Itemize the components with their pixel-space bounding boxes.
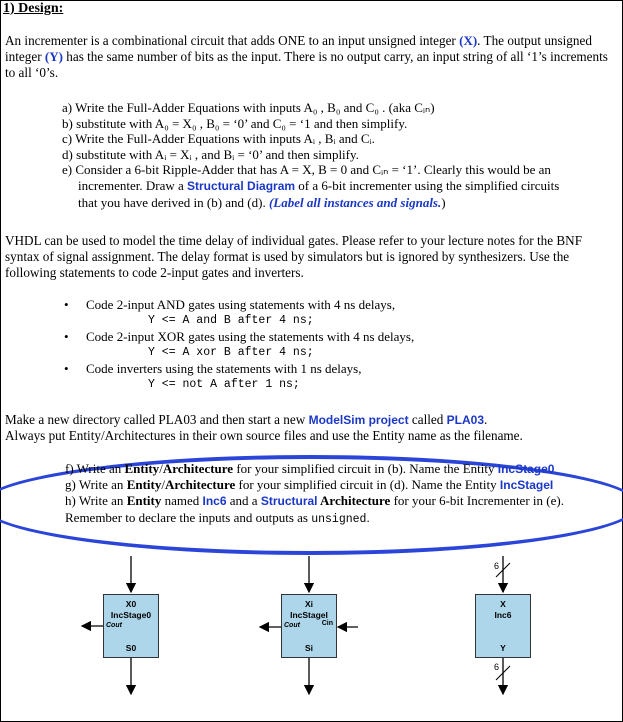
task-h: h) Write an Entity named Inc6 and a Structural Architecture for your 6-bit Incrementer in (e).	[65, 493, 564, 509]
block-name: IncStageI	[290, 610, 328, 620]
port-xi: Xi	[304, 599, 314, 609]
port-x0: X0	[125, 599, 137, 609]
structural-diagram-term: Structural Diagram	[187, 178, 296, 193]
x-bus-width: 6	[494, 561, 500, 571]
gate-item-xor: • Code 2-input XOR gates using the statements with 4 ns delays,	[64, 329, 415, 344]
y-ref: (Y)	[44, 49, 63, 64]
incstage0-block	[103, 594, 159, 658]
inc6-name: Inc6	[202, 494, 227, 509]
port-y: Y	[500, 643, 506, 653]
incstagei-name: IncStageI	[499, 478, 554, 493]
code-and: Y <= A and B after 4 ns;	[148, 314, 314, 327]
task-a: a) Write the Full-Adder Equations with inputs A₀ , B₀ and C₀ . (aka Cᵢₙ)	[62, 100, 435, 115]
code-not: Y <= not A after 1 ns;	[148, 378, 300, 391]
vhdl-intro: VHDL can be used to model the time delay of individual gates. Please refer to your lecture notes for the BNF syntax of signal assignment. The delay format is used by simulators but is ignored by synthesizers. Use the following statements to code 2-input gates and inverters.	[5, 233, 583, 280]
task-remember: Remember to declare the inputs and outputs as unsigned.	[65, 509, 370, 526]
port-cin: Cin	[321, 620, 333, 627]
task-e-cont: incrementer. Draw a Structural Diagram of a 6-bit incrementer using the simplified circuits	[78, 177, 560, 193]
intro-text: An incrementer is a combinational circuit that adds ONE to an input unsigned integer	[5, 33, 460, 48]
intro-text: has the same number of bits as the input. There is no output carry, an input string of all ‘1’s increments to all ‘0’s.	[5, 49, 608, 80]
port-s0: S0	[125, 643, 137, 653]
port-cout: Cout	[106, 622, 122, 629]
incstagei-block	[281, 594, 337, 658]
code-xor: Y <= A xor B after 4 ns;	[148, 346, 314, 359]
port-cout: Cout	[284, 622, 300, 629]
incstage0-name: IncStage0	[497, 462, 555, 476]
inc6-block	[475, 594, 531, 658]
task-c: c) Write the Full-Adder Equations with inputs Aᵢ , Bᵢ and Cᵢ.	[62, 131, 375, 147]
port-x: X	[500, 599, 506, 609]
task-e-cont2: that you have derived in (b) and (d). (Label all instances and signals.)	[78, 194, 446, 210]
project-instructions: Make a new directory called PLA03 and then start a new ModelSim project called PLA03. Always put Entity/Architectures in their own source files and use the Entity name as the filename.	[5, 412, 523, 443]
gate-item-and: • Code 2-input AND gates using statements with 4 ns delays,	[64, 297, 396, 312]
task-e: e) Consider a 6-bit Ripple-Adder that has A = X, B = 0 and Cᵢₙ = ‘1’. Clearly this would be an	[62, 162, 551, 178]
intro-text: . The output unsigned integer	[5, 33, 592, 64]
label-instruction: (Label all instances and signals.	[268, 194, 442, 210]
task-g: g) Write an Entity/Architecture for your simplified circuit in (d). Name the Entity IncStageI	[65, 477, 554, 493]
task-f: f) Write an Entity/Architecture for your simplified circuit in (b). Name the Entity IncStage0	[65, 461, 555, 476]
port-si: Si	[304, 643, 314, 653]
page-title: 1) Design:	[3, 1, 64, 16]
task-b: b) substitute with A₀ = X₀ , B₀ = ‘0’ and C₀ = ‘1 and then simplify.	[62, 115, 408, 131]
structural-term: Structural	[260, 494, 318, 509]
modelsim-term: ModelSim project	[308, 413, 409, 427]
x-ref: (X)	[459, 33, 478, 48]
project-name: PLA03	[446, 413, 485, 427]
gate-item-not: • Code inverters using the statements with 1 ns delays,	[64, 361, 362, 376]
block-name: IncStage0	[110, 610, 152, 620]
task-d: d) substitute with Aᵢ = Xᵢ , and Bᵢ = ‘0’ and then simplify.	[62, 146, 359, 162]
block-name: Inc6	[494, 610, 512, 620]
y-bus-width: 6	[494, 662, 500, 672]
